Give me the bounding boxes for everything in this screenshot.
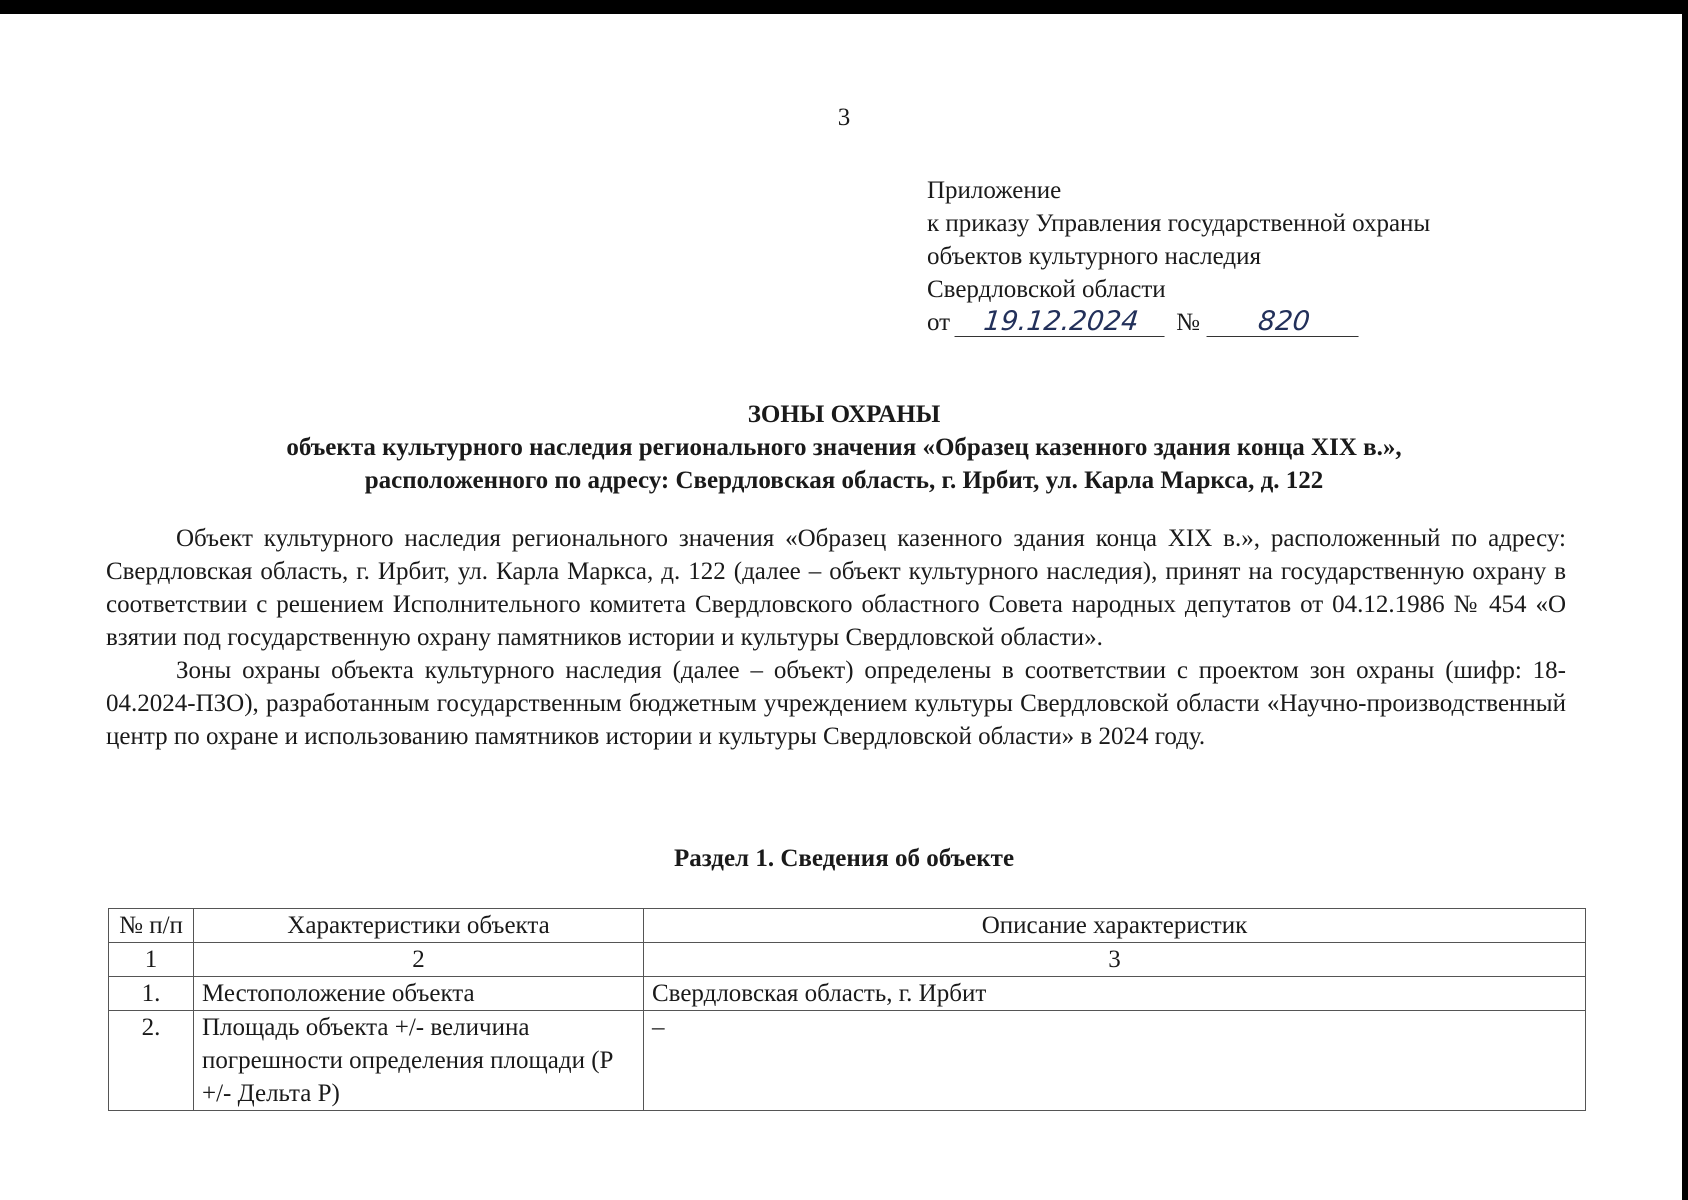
appendix-block [927, 174, 1430, 339]
table-header-row [109, 909, 1586, 943]
header-cell-number: № п/п [109, 909, 194, 943]
title-line-3: расположенного по адресу: Свердловская область, г. Ирбит, ул. Карла Маркса, д. 122 [364, 467, 1324, 494]
characteristic-cell: Местоположение объекта [194, 977, 644, 1011]
scan-border-top [0, 0, 1688, 14]
body-text [106, 522, 1566, 753]
table-row [109, 977, 1586, 1011]
appendix-date-number-line [927, 306, 1430, 339]
row-number-cell: 1. [109, 977, 194, 1011]
number-prefix: № [1176, 309, 1200, 336]
scan-border-right [1682, 0, 1688, 1200]
appendix-line-4: Свердловской области [927, 276, 1166, 303]
table-numbering-row [109, 943, 1586, 977]
appendix-line-2: к приказу Управления государственной охраны [927, 210, 1431, 237]
characteristic-cell: Площадь объекта +/- величина погрешности определения площади (Р +/- Дельта Р) [194, 1011, 644, 1111]
header-cell-description: Описание характеристик [644, 909, 1586, 943]
paragraph-2: Зоны охраны объекта культурного наследия (далее – объект) определены в соответствии с проектом зон охраны (шифр: 18-04.2024-ПЗО), разработанным государственным бюджетным учреждением культуры Свердловской области «Научно-производственный центр по охране и использованию памятников истории и культуры Свердловской области» в 2024 году. [106, 657, 1566, 750]
date-prefix: от [927, 309, 951, 336]
description-cell: Свердловская область, г. Ирбит [644, 977, 1586, 1011]
numbering-cell: 3 [644, 943, 1586, 977]
header-cell-characteristics: Характеристики объекта [194, 909, 644, 943]
object-info-table [108, 908, 1586, 1111]
numbering-cell: 2 [194, 943, 644, 977]
numbering-cell: 1 [109, 943, 194, 977]
title-line-2: объекта культурного наследия регионального значения «Образец казенного здания конца XIX в.», [286, 434, 1402, 461]
table-row [109, 1011, 1586, 1111]
page-number: 3 [837, 104, 851, 131]
title-line-1: ЗОНЫ ОХРАНЫ [747, 401, 941, 428]
handwritten-number: 820 [1206, 308, 1361, 337]
handwritten-date: 19.12.2024 [955, 308, 1168, 337]
row-number-cell: 2. [109, 1011, 194, 1111]
section-1-title: Раздел 1. Сведения об объекте [673, 845, 1015, 872]
appendix-line-1: Приложение [927, 177, 1062, 204]
paragraph-1: Объект культурного наследия регионального значения «Образец казенного здания конца XIX в.», расположенный по адресу: Свердловская область, г. Ирбит, ул. Карла Маркса, д. 122 (далее – объект культурного наследия), принят на государственную охрану в соответствии с решением Исполнительного комитета Свердловского областного Совета народных депутатов от 04.12.1986 № 454 «О взятии под государственную охрану памятников истории и культуры Свердловской области». [106, 525, 1566, 651]
appendix-line-3: объектов культурного наследия [927, 243, 1261, 270]
document-title [0, 398, 1688, 497]
description-cell: – [644, 1011, 1586, 1111]
